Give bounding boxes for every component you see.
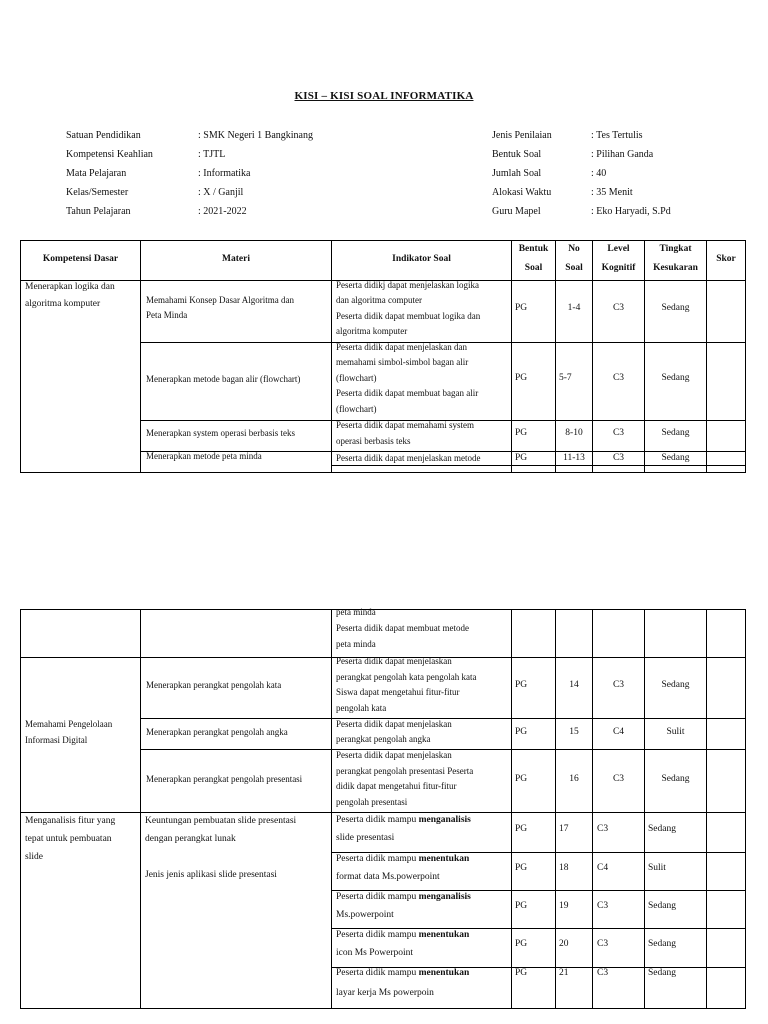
header-kd: Kompetensi Dasar [42,254,119,264]
kd-text: slide [25,852,43,862]
indikator-text: layar kerja Ms powerpoin [336,988,434,998]
info-value: : Eko Haryadi, S.Pd [591,206,671,217]
tingkat-text: Sedang [661,428,690,438]
materi-text: Keuntungan pembuatan slide presentasi [145,816,297,826]
bentuk-text: PG [515,863,528,873]
indikator-prefix: Peserta didik mampu [336,892,419,902]
indikator-keyword: menentukan [418,968,470,978]
skor-cell [706,342,746,421]
materi-cell [140,609,332,658]
level-cell [592,609,645,658]
indikator-text: operasi berbasis teks [336,436,411,446]
indikator-text: didik dapat mengetahui fitur-fitur [336,781,457,791]
no-text: 18 [559,863,569,873]
indikator-keyword: menentukan [418,854,470,864]
kd-text: Informasi Digital [25,735,88,745]
materi-text: Menerapkan system operasi berbasis teks [146,428,295,438]
tingkat-text: Sedang [661,453,690,463]
kd-text: tepat untuk pembuatan [25,834,112,844]
info-value: : 35 Menit [591,187,633,198]
header-level-2: Kognitif [601,263,636,273]
materi-text: Menerapkan perangkat pengolah presentasi [146,774,303,784]
bentuk-text: PG [515,680,528,690]
info-label: Kelas/Semester [66,187,129,198]
no-text: 19 [559,901,569,911]
indikator-text: Peserta didik dapat memahami system [336,420,474,430]
bentuk-text: PG [515,453,528,463]
skor-cell [706,890,746,929]
no-text: 16 [569,774,579,784]
info-label: Kompetensi Keahlian [66,149,153,160]
indikator-text: Ms.powerpoint [336,910,394,920]
no-text: 11-13 [563,453,585,463]
header-skor: Skor [716,254,736,264]
no-text: 21 [559,968,569,978]
header-no-2: Soal [565,263,583,273]
info-value: : 2021-2022 [198,206,247,217]
header-indikator: Indikator Soal [392,254,451,264]
skor-cell [706,812,746,853]
skor-cell [706,749,746,813]
indikator-text: icon Ms Powerpoint [336,948,414,958]
indikator-text: Siswa dapat mengetahui fitur-fitur [336,687,460,697]
kd-text: Memahami Pengelolaan [25,719,113,729]
indikator-text: pengolah presentasi [336,797,408,807]
info-value: : 40 [591,168,607,179]
bentuk-text: PG [515,939,528,949]
header-materi: Materi [222,254,250,264]
no-text: 20 [559,939,569,949]
indikator-keyword: menentukan [418,930,470,940]
info-label: Mata Pelajaran [66,168,127,179]
no-cell [555,609,593,658]
tingkat-text: Sedang [648,824,676,834]
info-value: : TJTL [198,149,226,160]
materi-text: Memahami Konsep Dasar Algoritma dan [146,295,294,305]
materi-text: Menerapkan perangkat pengolah kata [146,680,282,690]
level-text: C3 [612,373,625,383]
bentuk-text: PG [515,901,528,911]
kd-text: Menganalisis fitur yang [25,816,116,826]
indikator-text: dan algoritma computer [336,295,422,305]
level-text: C4 [597,863,609,873]
no-text: 8-10 [565,428,583,438]
no-text: 1-4 [567,303,581,313]
info-label: Jenis Penilaian [492,130,552,141]
header-tingkat-1: Tingkat [659,244,692,254]
skor-cell [706,609,746,658]
header-level-1: Level [607,244,630,254]
level-text: C4 [612,727,625,737]
info-left-values [198,126,313,221]
tingkat-text: Sedang [661,680,690,690]
level-text: C3 [597,939,609,949]
skor-cell [706,967,746,1009]
indikator-text: format data Ms.powerpoint [336,872,440,882]
bentuk-text: PG [515,303,528,313]
materi-text: dengan perangkat lunak [145,834,236,844]
info-label: Jumlah Soal [492,168,542,179]
kd-cell [20,609,141,658]
indikator-text: memahami simbol-simbol bagan alir [336,357,469,367]
materi-text: Menerapkan perangkat pengolah angka [146,727,288,737]
indikator-prefix: Peserta didik mampu [336,968,419,978]
indikator-text: Peserta didik dapat membuat logika dan [336,311,481,321]
no-text: 17 [559,824,569,834]
indikator-text [336,890,471,906]
materi-text: Jenis jenis aplikasi slide presentasi [145,870,277,880]
bentuk-text: PG [515,373,528,383]
kd-text: Menerapkan logika dan [25,282,115,292]
header-tingkat-2: Kesukaran [653,263,698,273]
indikator-text: Peserta didik dapat menjelaskan dan [336,342,467,352]
tingkat-text: Sedang [648,968,676,978]
info-label: Tahun Pelajaran [66,206,131,217]
materi-text: Menerapkan metode bagan alir (flowchart) [146,374,301,384]
indikator-text: peta minda [336,607,376,617]
indikator-text [336,928,469,944]
indikator-text: Peserta didik dapat membuat metode [336,623,469,633]
level-text: C3 [597,824,609,834]
indikator-text: perangkat pengolah angka [336,734,431,744]
info-value: : Pilihan Ganda [591,149,654,160]
info-label: Guru Mapel [492,206,541,217]
indikator-text: Peserta didik dapat membuat bagan alir [336,388,479,398]
indikator-prefix: Peserta didik mampu [336,815,419,825]
header-no-1: No [568,244,580,254]
indikator-text: perangkat pengolah presentasi Peserta [336,766,474,776]
indikator-text: Peserta didik dapat menjelaskan [336,719,452,729]
header-bentuk-2: Soal [524,263,543,273]
indikator-text [336,966,469,982]
tingkat-text: Sedang [648,901,676,911]
tingkat-text: Sedang [661,303,690,313]
bentuk-cell [511,609,556,658]
tingkat-cell [644,609,707,658]
level-text: C3 [612,303,625,313]
indikator-text: Peserta didik dapat menjelaskan [336,750,452,760]
indikator-prefix: Peserta didik mampu [336,854,419,864]
indikator-text: slide presentasi [336,833,395,843]
bentuk-text: PG [515,968,528,978]
info-left-labels [66,126,153,221]
tingkat-text: Sulit [666,727,685,737]
indikator-text: Peserta didik dapat menjelaskan metode [336,453,481,463]
indikator-text: Peserta didik dapat menjelaskan [336,656,452,666]
level-text: C3 [597,968,609,978]
tingkat-text: Sedang [648,939,676,949]
indikator-text: Peserta didikj dapat menjelaskan logika [336,280,479,290]
indikator-text: peta minda [336,639,376,649]
no-text: 5-7 [559,373,572,383]
skor-cell [706,420,746,452]
materi-text: Menerapkan metode peta minda [146,451,262,461]
info-right-values [591,126,671,221]
level-text: C3 [612,774,625,784]
info-label: Alokasi Waktu [492,187,552,198]
skor-cell [706,852,746,891]
document-title: KISI – KISI SOAL INFORMATIKA [294,90,474,102]
skor-cell [706,928,746,968]
info-value: : Tes Tertulis [591,130,643,141]
no-text: 14 [569,680,579,690]
info-value: : Informatika [198,168,251,179]
skor-cell [706,657,746,719]
materi-text: Peta Minda [146,310,188,320]
info-value: : X / Ganjil [198,187,244,198]
skor-cell [706,451,746,473]
bentuk-text: PG [515,824,528,834]
info-label: Satuan Pendidikan [66,130,141,141]
indikator-text: perangkat pengolah kata pengolah kata [336,672,477,682]
skor-cell [706,280,746,343]
indikator-text: (flowchart) [336,373,377,383]
info-label: Bentuk Soal [492,149,542,160]
level-text: C3 [612,453,625,463]
indikator-prefix: Peserta didik mampu [336,930,419,940]
info-value: : SMK Negeri 1 Bangkinang [198,130,313,141]
level-text: C3 [612,680,625,690]
indikator-text: (flowchart) [336,404,377,414]
bentuk-text: PG [515,727,528,737]
no-text: 15 [569,727,579,737]
tingkat-text: Sedang [661,774,690,784]
level-text: C3 [597,901,609,911]
bentuk-text: PG [515,774,528,784]
indikator-keyword: menganalisis [418,815,471,825]
skor-cell [706,718,746,750]
indikator-text [336,852,469,868]
indikator-keyword: menganalisis [418,892,471,902]
indikator-text: algoritma komputer [336,326,408,336]
bentuk-text: PG [515,428,528,438]
kd-text: algoritma komputer [25,299,101,309]
indikator-text: pengolah kata [336,703,387,713]
tingkat-text: Sedang [661,373,690,383]
level-text: C3 [612,428,625,438]
info-right-labels [492,126,552,221]
header-bentuk-1: Bentuk [518,244,549,254]
indikator-text [336,813,471,829]
tingkat-text: Sulit [648,863,666,873]
